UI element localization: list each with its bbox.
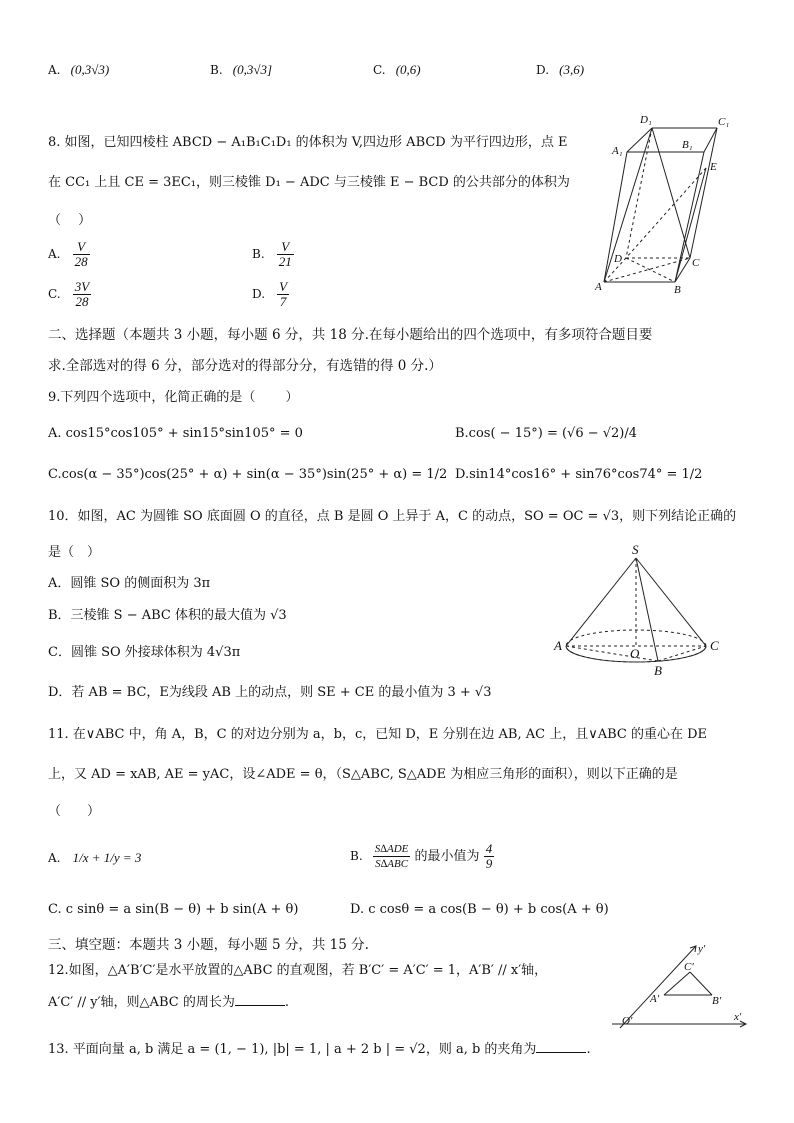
label-S: S [632,542,639,557]
q11-paren: （ ） [48,804,101,819]
label-C-prime: C′ [684,961,694,973]
q13-stem: 13. 平面向量 a, b 满足 a = (1, − 1), |b| = 1, | a + 2 b | = √2，则 a, b 的夹角为 . [48,1042,591,1057]
q9-option-c: C.cos(α − 35°)cos(25° + α) + sin(α − 35°)sin(25° + α) = 1/2 [48,467,448,482]
q7-option-d: D. (3,6) [536,62,585,77]
label-A: A [595,281,602,293]
q10-stem-line2: 是（ ） [48,545,101,560]
q10-option-c: C．圆锥 SO 外接球体积为 4√3π [48,645,241,660]
q10-stem-line1: 10．如图，AC 为圆锥 SO 底面圆 O 的直径，点 B 是圆 O 上异于 A，C 的动点，SO = OC = √3，则下列结论正确的 [48,509,737,524]
label-D: D [614,253,622,265]
q13-answer-blank[interactable] [536,1040,586,1053]
q8-stem-line1: 8. 如图，已知四棱柱 ABCD − A₁B₁C₁D₁ 的体积为 V,四边形 ABCD 为平行四边形，点 E [48,135,568,150]
label-C: C [710,638,719,653]
label-x-prime: x′ [734,1011,742,1023]
label-D1: D₁ [640,114,652,126]
label-O-prime: O′ [622,1015,633,1027]
label-O: O [630,646,640,661]
q12-axes-figure [606,940,756,1032]
q9-option-b: B.cos( − 15°) = (√6 − √2)/4 [455,426,638,441]
q11-stem-line1: 11. 在∨ABC 中，角 A，B，C 的对边分别为 a，b，c，已知 D，E 分别在边 AB, AC 上，且∨ABC 的重心在 DE [48,727,708,742]
q8-option-a: A. $\frac{V}{28}$ [48,239,88,269]
label-C: C [692,257,700,269]
q10-option-a: A．圆锥 SO 的侧面积为 3π [48,576,211,591]
q12-stem-line2: A′C′ // y′轴，则△ABC 的周长为 . [48,995,289,1010]
section2-line1: 二、选择题（本题共 3 小题，每小题 6 分，共 18 分.在每小题给出的四个选项中，有多项符合题目要 [48,327,653,343]
q7-option-b: B. (0,3√3] [210,62,273,77]
label-A1: A₁ [612,145,623,157]
label-B: B [674,284,681,296]
label-B1: B₁ [682,139,693,151]
section2-line2: 求.全部选对的得 6 分，部分选对的得部分分，有选错的得 0 分.） [48,358,442,374]
q8-stem-line2: 在 CC₁ 上且 CE = 3EC₁，则三棱锥 D₁ − ADC 与三棱锥 E − BCD 的公共部分的体积为 [48,175,570,190]
label-y-prime: y′ [698,943,706,955]
q11-option-a: A. 1/x + 1/y = 3 [48,850,142,865]
q10-option-b: B．三棱锥 S − ABC 体积的最大值为 √3 [48,608,287,623]
label-B-prime: B′ [712,995,722,1007]
q8-paren: （ ） [48,213,92,228]
label-A: A [554,638,562,653]
q8-option-b: B. $\frac{V}{21}$ [252,239,292,269]
q8-option-d: D. $\frac{V}{7}$ [252,279,288,309]
q9-option-d: D.sin14°cos16° + sin76°cos74° = 1/2 [455,467,703,482]
q8-prism-figure [592,110,742,296]
q12-answer-blank[interactable] [235,993,285,1006]
q8-option-c: C. $\frac{3V}{28}$ [48,279,90,309]
label-E: E [710,161,717,173]
q11-option-b: B. $\frac{\text{S∆ADE}}{\text{S∆ABC}}$ 的最小值为 $\frac{4}{9}$ [350,841,493,871]
section3-title: 三、填空题：本题共 3 小题，每小题 5 分，共 15 分. [48,937,369,953]
label-C1: C₁ [718,116,730,128]
q10-option-d: D．若 AB = BC，E为线段 AB 上的动点，则 SE + CE 的最小值为 3 + √3 [48,685,492,700]
label-A-prime: A′ [650,993,660,1005]
q11-option-c: C. c sinθ = a sin(B − θ) + b sin(A + θ) [48,902,299,917]
q12-stem-line1: 12.如图，△A′B′C′是水平放置的△ABC 的直观图，若 B′C′ = A′C′ = 1，A′B′ // x′轴， [48,963,548,978]
label-B: B [654,663,662,678]
q11-stem-line2: 上，又 AD = xAB, AE = yAC，设∠ADE = θ，（S△ABC, S△ADE 为相应三角形的面积），则以下正确的是 [48,767,678,782]
q7-option-c: C. (0,6) [373,62,421,77]
q11-option-d: D. c cosθ = a cos(B − θ) + b cos(A + θ) [350,902,609,917]
q7-option-a: A. (0,3√3) [48,62,110,77]
q9-option-a: A. cos15°cos105° + sin15°sin105° = 0 [48,426,303,441]
q10-cone-figure [548,540,728,680]
q9-stem: 9.下列四个选项中，化简正确的是（ ） [48,390,299,405]
